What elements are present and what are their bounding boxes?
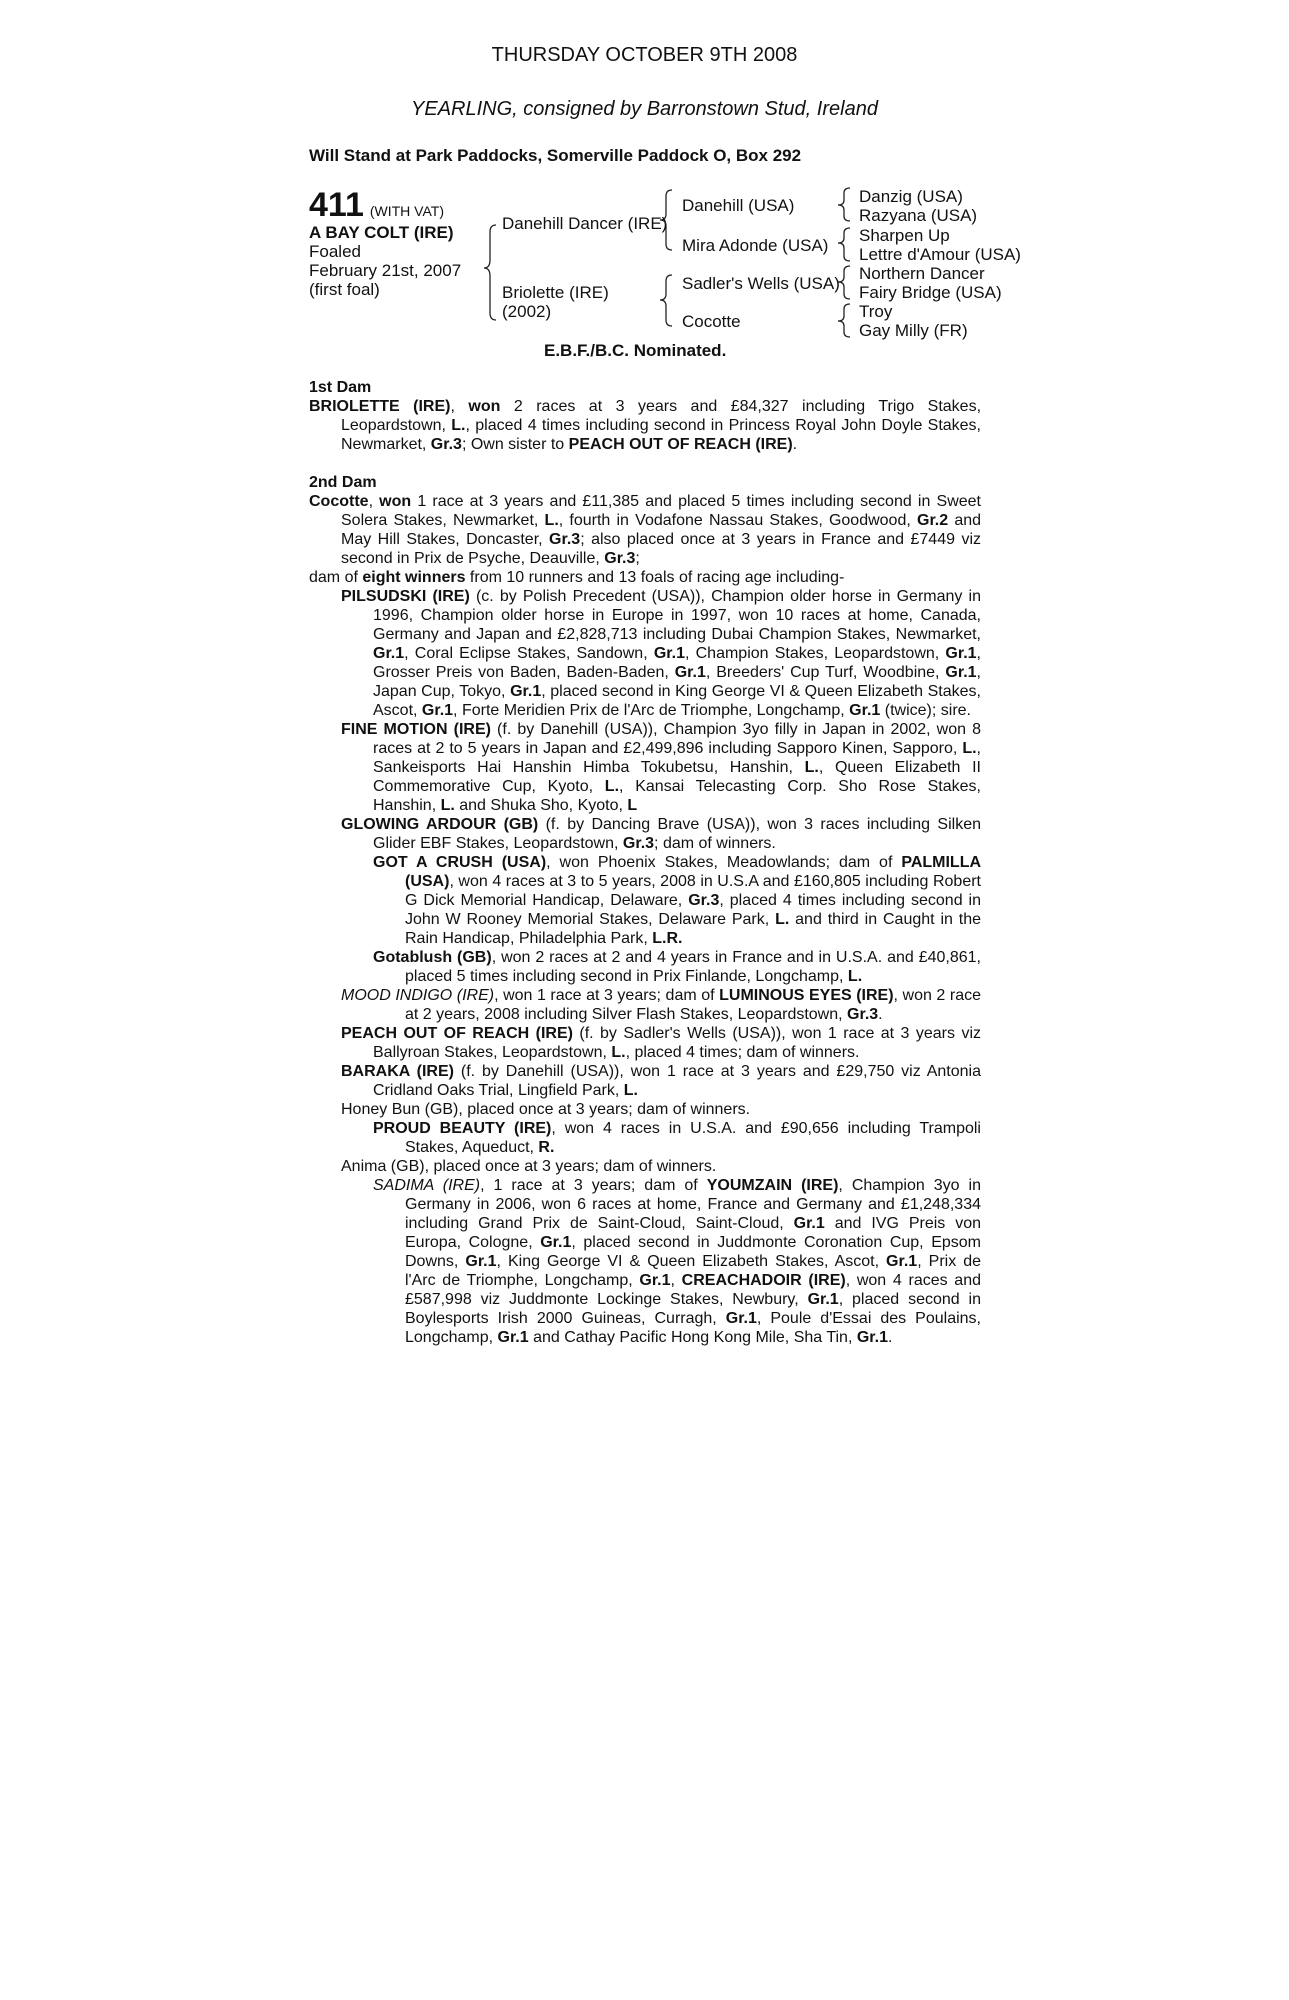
dam-sire: Sadler's Wells (USA) xyxy=(682,274,840,293)
first-dam-entry: BRIOLETTE (IRE), won 2 races at 3 years and £84,327 including Trigo Stakes, Leopardstown, L., placed 4 times including second in Princess Royal John Doyle Stakes, Newmarket, Gr.3; Own sister to PEACH OUT OF REACH (IRE). xyxy=(309,398,982,453)
lot-name: A BAY COLT (IRE) xyxy=(309,223,454,242)
foaled-date: February 21st, 2007 xyxy=(309,261,462,280)
ancestor-3: Sharpen Up xyxy=(859,226,950,245)
ancestor-7: Troy xyxy=(859,302,893,321)
ancestor-5: Northern Dancer xyxy=(859,264,985,283)
nomination-note: E.B.F./B.C. Nominated. xyxy=(544,341,727,360)
produce-mood-indigo: MOOD INDIGO (IRE), won 1 race at 3 years; dam of LUMINOUS EYES (IRE), won 2 race at 2 years, 2008 including Silver Flash Stakes, Leopardstown, Gr.3. xyxy=(341,987,982,1023)
produce-baraka: BARAKA (IRE) (f. by Danehill (USA)), won 1 race at 3 years and £29,750 viz Antonia Cridland Oaks Trial, Lingfield Park, L. xyxy=(341,1063,982,1099)
lot-vat: (WITH VAT) xyxy=(369,203,444,219)
dam: Briolette (IRE) xyxy=(502,283,609,302)
ancestor-1: Danzig (USA) xyxy=(859,187,963,206)
produce-glowing-ardour: GLOWING ARDOUR (GB) (f. by Dancing Brave (USA)), won 3 races including Silken Glider EBF Stakes, Leopardstown, Gr.3; dam of winners. xyxy=(341,816,981,852)
second-dam-entry: Cocotte, won 1 race at 3 years and £11,385 and placed 5 times including second in Sweet Solera Stakes, Newmarket, L., fourth in Vodafone Nassau Stakes, Goodwood, Gr.2 and May Hill Stakes, Doncaster, Gr.3; also placed once at 3 years in France and £7449 viz second in Prix de Psyche, Deauville, Gr.3; xyxy=(309,493,982,567)
sire: Danehill Dancer (IRE) xyxy=(502,214,668,233)
sale-date: THURSDAY OCTOBER 9TH 2008 xyxy=(491,44,798,66)
dam-dam: Cocotte xyxy=(682,312,741,331)
first-dam-heading: 1st Dam xyxy=(309,379,372,396)
produce-got-a-crush: GOT A CRUSH (USA), won Phoenix Stakes, Meadowlands; dam of PALMILLA (USA), won 4 races at 3 to 5 years, 2008 in U.S.A and £160,805 including Robert G Dick Memorial Handicap, Delaware, Gr.3, placed 4 times including second in John W Rooney Memorial Stakes, Delaware Park, L. and third in Caught in the Rain Handicap, Philadelphia Park, L.R. xyxy=(373,854,982,947)
produce-proud-beauty: PROUD BEAUTY (IRE), won 4 races in U.S.A. and £90,656 including Trampoli Stakes, Aqueduct, R. xyxy=(373,1120,981,1156)
lot-number: 411 xyxy=(309,186,364,224)
second-dam-heading: 2nd Dam xyxy=(309,474,377,491)
ancestor-6: Fairy Bridge (USA) xyxy=(859,283,1002,302)
ancestor-4: Lettre d'Amour (USA) xyxy=(859,245,1021,264)
produce-anima: Anima (GB), placed once at 3 years; dam of winners. xyxy=(341,1158,717,1175)
stand-location: Will Stand at Park Paddocks, Somerville Paddock O, Box 292 xyxy=(309,146,802,165)
consignment-line: YEARLING, consigned by Barronstown Stud, Ireland xyxy=(411,98,878,120)
dam-year: (2002) xyxy=(502,302,552,321)
family-details xyxy=(309,378,981,1347)
ancestor-8: Gay Milly (FR) xyxy=(859,321,968,340)
produce-fine-motion: FINE MOTION (IRE) (f. by Danehill (USA)), Champion 3yo filly in Japan in 2002, won 8 races at 2 to 5 years in Japan and £2,499,896 including Sapporo Kinen, Sapporo, L., Sankeisports Hai Hanshin Himba Tokubetsu, Hanshin, L., Queen Elizabeth II Commemorative Cup, Kyoto, L., Kansai Telecasting Corp. Sho Rose Stakes, Hanshin, L. and Shuka Sho, Kyoto, L xyxy=(341,721,982,814)
ancestor-2: Razyana (USA) xyxy=(859,206,978,225)
sire-dam: Mira Adonde (USA) xyxy=(682,236,829,255)
foal-note: (first foal) xyxy=(309,280,380,299)
foaled-label: Foaled xyxy=(309,242,361,261)
pedigree-brackets xyxy=(0,0,1289,360)
produce-sadima: SADIMA (IRE), 1 race at 3 years; dam of YOUMZAIN (IRE), Champion 3yo in Germany in 2006, won 6 races at home, France and Germany and £1,248,334 including Grand Prix de Saint-Cloud, Saint-Cloud, Gr.1 and IVG Preis von Europa, Cologne, Gr.1, placed second in Juddmonte Coronation Cup, Epsom Downs, Gr.1, King George VI & Queen Elizabeth Stakes, Ascot, Gr.1, Prix de l'Arc de Triomphe, Longchamp, Gr.1, CREACHADOIR (IRE), won 4 races and £587,998 viz Juddmonte Lockinge Stakes, Newbury, Gr.1, placed second in Boylesports Irish 2000 Guineas, Curragh, Gr.1, Poule d'Essai des Poulains, Longchamp, Gr.1 and Cathay Pacific Hong Kong Mile, Sha Tin, Gr.1. xyxy=(373,1177,982,1346)
produce-gotablush: Gotablush (GB), won 2 races at 2 and 4 years in France and in U.S.A. and £40,861, placed 5 times including second in Prix Finlande, Longchamp, L. xyxy=(373,949,981,985)
produce-pilsudski: PILSUDSKI (IRE) (c. by Polish Precedent (USA)), Champion older horse in Germany in 1996, Champion older horse in Europe in 1997, won 10 races at home, Canada, Germany and Japan and £2,828,713 including Dubai Champion Stakes, Newmarket, Gr.1, Coral Eclipse Stakes, Sandown, Gr.1, Champion Stakes, Leopardstown, Gr.1, Grosser Preis von Baden, Baden-Baden, Gr.1, Breeders' Cup Turf, Woodbine, Gr.1, Japan Cup, Tokyo, Gr.1, placed second in King George VI & Queen Elizabeth Stakes, Ascot, Gr.1, Forte Meridien Prix de l'Arc de Triomphe, Longchamp, Gr.1 (twice); sire. xyxy=(341,588,981,719)
produce-peach-out-of-reach: PEACH OUT OF REACH (IRE) (f. by Sadler's Wells (USA)), won 1 race at 3 years viz Ballyroan Stakes, Leopardstown, L., placed 4 times; dam of winners. xyxy=(341,1025,981,1061)
produce-honey-bun: Honey Bun (GB), placed once at 3 years; dam of winners. xyxy=(341,1101,751,1118)
second-dam-produce-summary: dam of eight winners from 10 runners and 13 foals of racing age including- xyxy=(309,569,845,586)
sire-sire: Danehill (USA) xyxy=(682,196,795,215)
